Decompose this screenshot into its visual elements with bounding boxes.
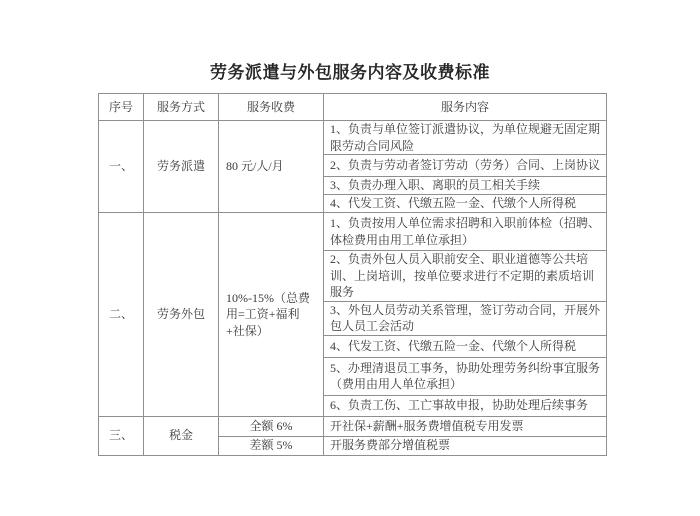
service-content-cell: 1、负责按用人单位需求招聘和入职前体检（招聘、体检费用由用工单位承担） [324,213,607,251]
table-header-row [99,94,607,121]
service-fee-table [98,93,607,456]
header-cell-serial: 序号 [99,94,144,121]
section3-index-cell: 三、 [99,416,144,455]
section2-fee-cell: 10%-15%（总费用=工资+福利+社保） [219,213,324,417]
header-cell-fee: 服务收费 [219,94,324,121]
section1-method-cell: 劳务派遣 [144,121,219,213]
table-row [99,213,607,251]
page-title: 劳务派遣与外包服务内容及收费标准 [210,63,490,82]
service-content-cell: 4、代发工资、代缴五险一金、代缴个人所得税 [324,195,607,213]
section2-index-cell: 二、 [99,213,144,417]
service-content-cell: 开服务费部分增值税票 [324,436,607,455]
service-content-cell: 5、办理清退员工事务，协助处理劳务纠纷事宜服务（费用由用人单位承担） [324,357,607,395]
section3-fee-cell: 差额 5% [219,436,324,455]
service-content-cell: 3、负责办理入职、离职的员工相关手续 [324,177,607,195]
service-content-cell: 3、外包人员劳动关系管理，签订劳动合同，开展外包人员工会活动 [324,301,607,335]
section1-index-cell: 一、 [99,121,144,213]
section2-method-cell: 劳务外包 [144,213,219,417]
service-content-cell: 2、负责外包人员入职前安全、职业道德等公共培训、上岗培训，按单位要求进行不定期的素质培训服务 [324,251,607,302]
service-content-cell: 1、负责与单位签订派遣协议，为单位规避无固定期限劳动合同风险 [324,121,607,155]
section3-fee-cell: 全额 6% [219,416,324,436]
header-cell-method: 服务方式 [144,94,219,121]
section3-method-cell: 税金 [144,416,219,455]
header-cell-content: 服务内容 [324,94,607,121]
service-content-cell: 开社保+薪酬+服务费增值税专用发票 [324,416,607,436]
section1-fee-cell: 80 元/人/月 [219,121,324,213]
service-content-cell: 2、负责与劳动者签订劳动（劳务）合同、上岗协议 [324,155,607,177]
table-row [99,416,607,436]
service-content-cell: 6、负责工伤、工亡事故申报，协助处理后续事务 [324,395,607,416]
table-row [99,121,607,155]
service-content-cell: 4、代发工资、代缴五险一金、代缴个人所得税 [324,335,607,357]
